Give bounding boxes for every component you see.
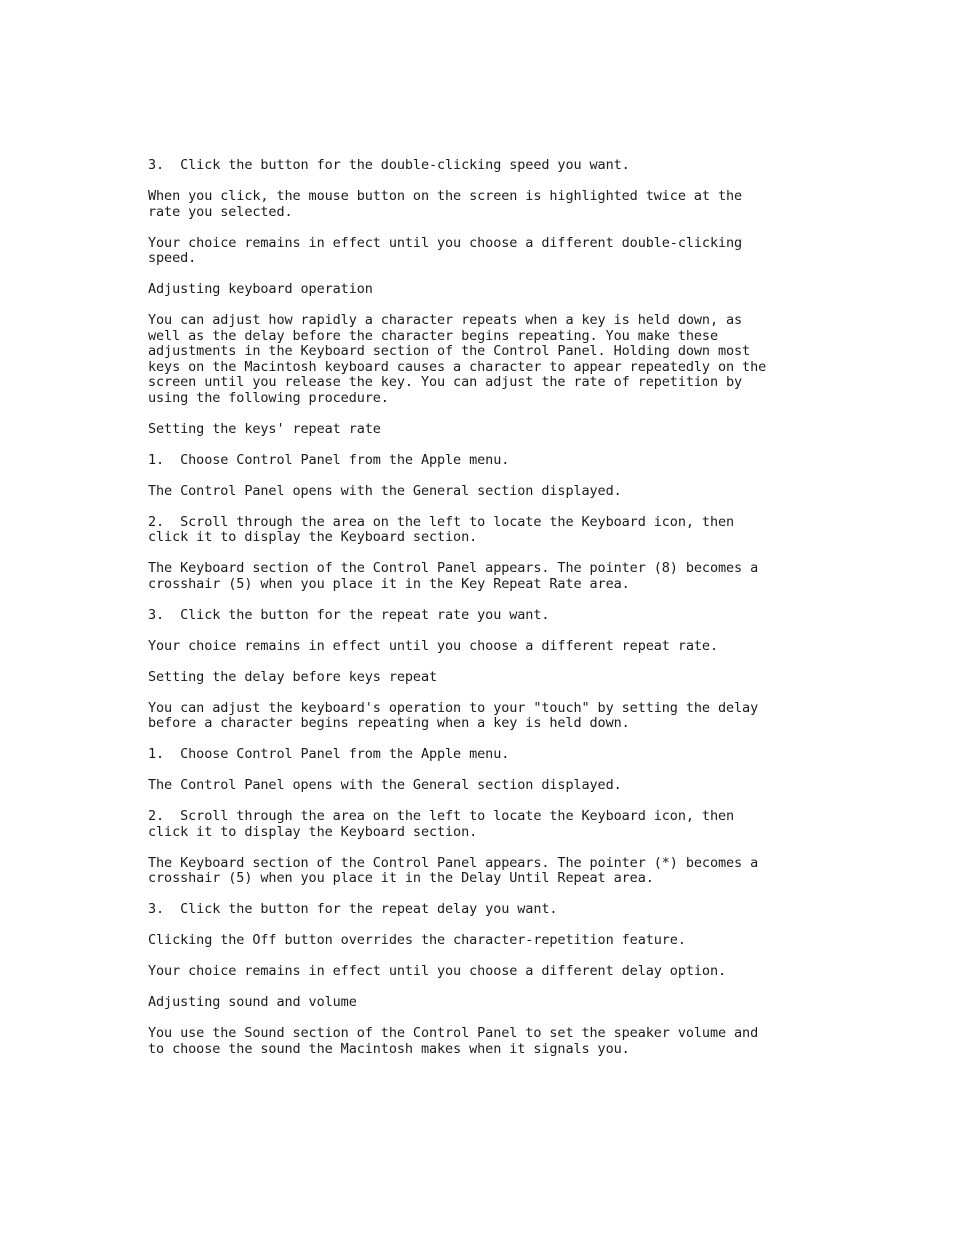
section-heading: Setting the delay before keys repeat: [148, 668, 437, 685]
body-paragraph: The Control Panel opens with the General section displayed.: [148, 777, 622, 793]
body-paragraph: Your choice remains in effect until you choose a different repeat rate.: [148, 637, 718, 654]
step-text: 3. Click the button for the repeat rate you want.: [148, 606, 550, 623]
body-paragraph: You can adjust the keyboard's operation to your "touch" by setting the delay before a character begins repeating when a key is held down.: [148, 699, 759, 731]
step-text: 3. Click the button for the repeat delay you want.: [148, 901, 558, 917]
body-paragraph: You use the Sound section of the Control Panel to set the speaker volume and to choose the sound the Macintosh makes when it signals you.: [148, 1025, 759, 1057]
step-text: 2. Scroll through the area on the left to locate the Keyboard icon, then click it to display the Keyboard section.: [148, 513, 735, 545]
step-text: 1. Choose Control Panel from the Apple menu.: [148, 746, 510, 762]
body-paragraph: Your choice remains in effect until you choose a different delay option.: [148, 963, 726, 979]
step-text: 3. Click the button for the double-clicking speed you want.: [148, 157, 630, 173]
section-heading: Adjusting keyboard operation: [148, 281, 373, 297]
section-heading: Setting the keys' repeat rate: [148, 420, 381, 437]
body-paragraph: The Control Panel opens with the General section displayed.: [148, 482, 622, 499]
body-paragraph: You can adjust how rapidly a character repeats when a key is held down, as well as the delay before the character begins repeating. You make these adjustments in the Keyboard section of the Control Panel. Holding down most keys on the Macintosh keyboard causes a character to appear repeatedly on the screen until you release the key. You can adjust the rate of repetition by using the following procedure.: [148, 312, 767, 406]
step-text: 2. Scroll through the area on the left to locate the Keyboard icon, then click it to display the Keyboard section.: [148, 808, 735, 840]
body-paragraph: The Keyboard section of the Control Panel appears. The pointer (*) becomes a crosshair (5) when you place it in the Delay Until Repeat area.: [148, 854, 759, 886]
body-paragraph: The Keyboard section of the Control Panel appears. The pointer (8) becomes a crosshair (5) when you place it in the Key Repeat Rate area.: [148, 560, 759, 592]
body-paragraph: When you click, the mouse button on the screen is highlighted twice at the rate you selected.: [148, 188, 743, 220]
document-page: [148, 158, 848, 1073]
section-heading: Adjusting sound and volume: [148, 994, 357, 1010]
body-paragraph: Your choice remains in effect until you choose a different double-clicking speed.: [148, 234, 743, 266]
body-paragraph: Clicking the Off button overrides the character-repetition feature.: [148, 932, 686, 948]
step-text: 1. Choose Control Panel from the Apple menu.: [148, 451, 510, 468]
